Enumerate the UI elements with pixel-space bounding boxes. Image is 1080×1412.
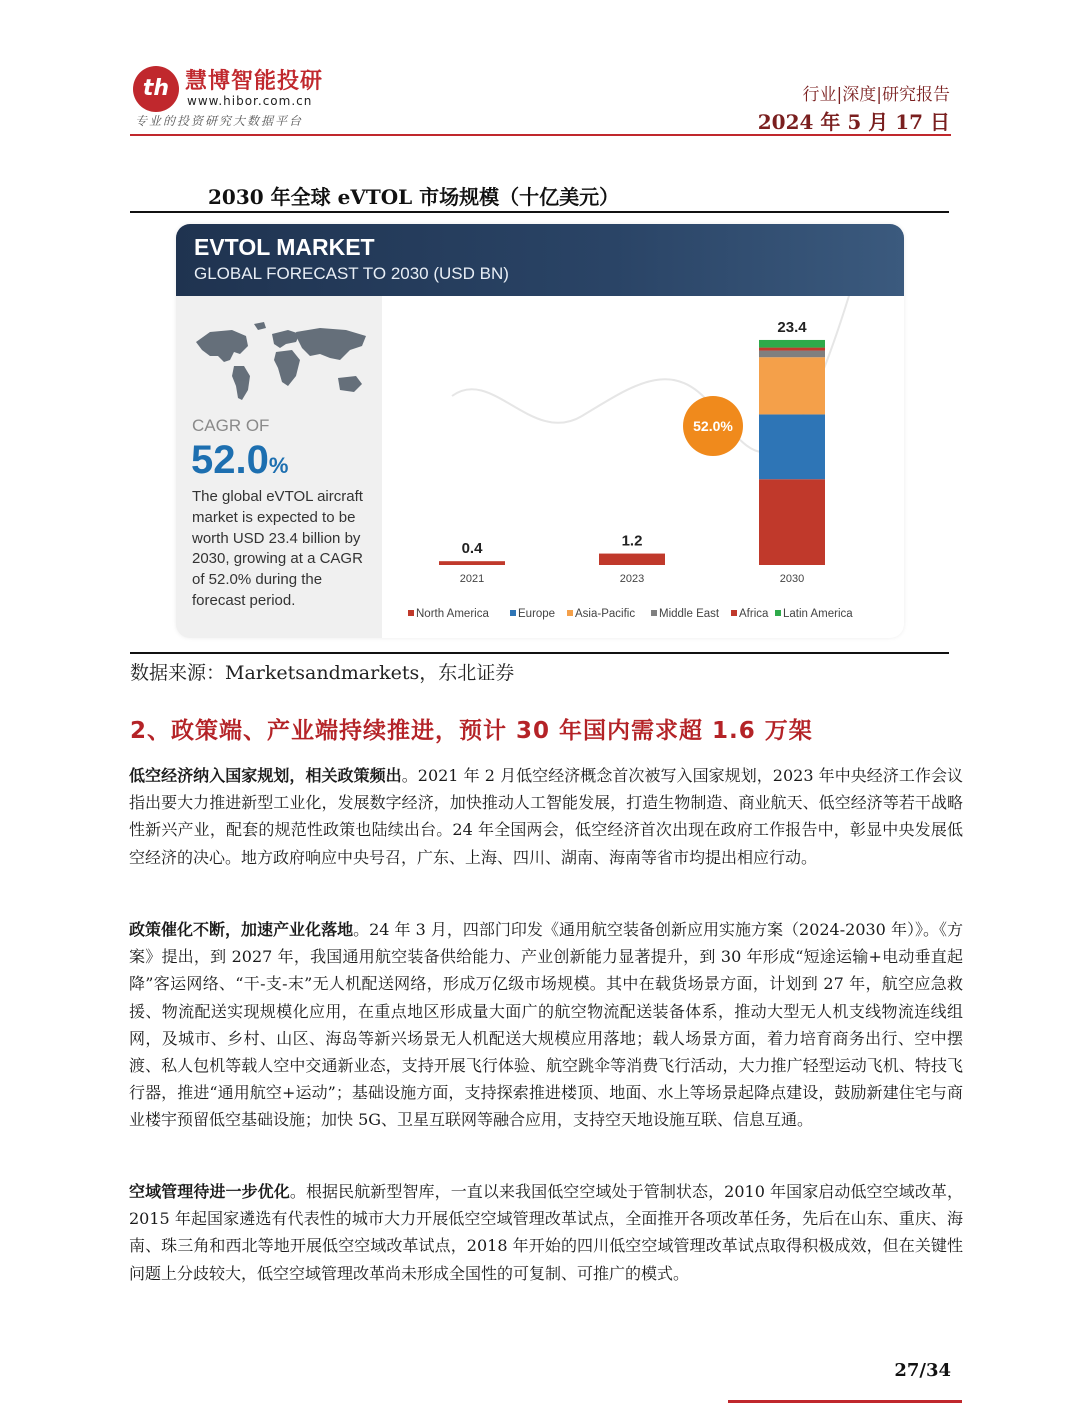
bar-total-label: 0.4 [461,540,483,558]
figure-top-rule [130,211,949,213]
cagr-unit: % [268,453,289,478]
figure-bottom-rule [130,652,949,654]
x-tick-label: 2021 [459,573,485,585]
paragraph-policy-catalysis [129,916,963,1134]
report-date: 2024 年 5 月 17 日 [757,110,950,134]
x-tick-label: 2030 [779,573,805,585]
paragraph-lead: 空域管理待进一步优化 [129,1182,290,1201]
header-divider [130,134,951,136]
bar-total-label: 1.2 [621,532,643,550]
legend-item: Middle East [659,608,720,620]
logo-badge: th [133,66,179,112]
report-type: 行业|深度|研究报告 [802,85,950,105]
paragraph-body: 。24 年 3 月，四部门印发《通用航空装备创新应用实施方案（2024-2030 年）》。《方案》提出，到 2027 年，我国通用航空装备供给能力、产业创新能力显著提升，到 30 年形成“短途运输+电动垂直起降”客运网络、“干-支-末”无人机配送网络，形成万亿级市场规模。其中在载货场景方面，计划到 27 年，航空应急救援、物流配送实现规模化应用，在重点地区形成量大面广的航空物流配送装备体系，推动大型无人机支线物流连线组网，及城市、乡村、山区、海岛等新兴场景无人机配送大规模应用落地；载人场景方面，着力培育商务出行、空中摆渡、私人包机等载人空中交通新业态，支持开展飞行体验、航空跳伞等消费飞行活动，大力推广轻型运动飞机、特技飞行器，推进“通用航空+运动”；基础设施方面，支持探索推进楼顶、地面、水上等场景起降点建设，鼓励新建住宅与商业楼宇预留低空基础设施；加快 5G、卫星互联网等融合应用，支持空天地设施互联、信息互通。 [129,920,963,1130]
paragraph-airspace-management [129,1178,963,1287]
legend-item: Latin America [783,608,853,620]
paragraph-body: 。根据民航新型智库，一直以来我国低空空域处于管制状态，2010 年国家启动低空空域改革，2015 年起国家遴选有代表性的城市大力开展低空空域管理改革试点，全面推开各项改革任务，先后在山东、重庆、海南、珠三角和西北等地开展低空空域改革试点，2018 年开始的四川低空空域管理改革试点取得积极成效，但在关键性问题上分歧较大，低空空域管理改革尚未形成全国性的可复制、可推广的模式。 [129,1182,963,1283]
page-number: 27/34 [894,1360,951,1381]
paragraph-lead: 政策催化不断，加速产业化落地 [129,920,354,939]
legend-swatch [567,610,573,616]
cagr-description: The global eVTOL aircraft market is expected to be worth USD 23.4 billion by 2030, growing at a CAGR of 52.0% during the forecast period. [192,488,363,609]
logo-url: www.hibor.com.cn [187,94,313,108]
cagr-bubble-label: 52.0% [693,418,733,434]
chart-banner-subtitle: GLOBAL FORECAST TO 2030 (USD BN) [194,264,509,283]
chart-banner [176,224,904,296]
bar-2030-latin-america [759,340,825,348]
bar-2030-middle-east [759,351,825,358]
logo-slogan: 专业的投资研究大数据平台 [135,114,304,128]
bar-total-label: 23.4 [777,318,807,336]
world-map-icon [190,320,376,404]
figure-title: 2030 年全球 eVTOL 市场规模（十亿美元） [208,185,620,209]
chart-card [176,224,904,638]
cagr-label: CAGR OF [192,416,270,435]
chart-banner-title: EVTOL MARKET [194,234,375,260]
legend-item: Africa [739,608,769,620]
evtol-stacked-bar-chart [382,296,904,638]
legend-item: North America [416,608,489,620]
legend-swatch [510,610,516,616]
legend-item: Europe [518,608,556,620]
legend-swatch [408,610,414,616]
footer-rule [728,1400,962,1403]
legend-swatch [775,610,781,616]
legend-swatch [651,610,657,616]
bar-2030-asia-pacific [759,357,825,414]
bar-2030-africa [759,348,825,351]
x-tick-label: 2023 [619,573,645,585]
figure-source: 数据来源：Marketsandmarkets，东北证券 [130,662,515,684]
legend-item: Asia-Pacific [575,608,636,620]
section-heading: 2、政策端、产业端持续推进，预计 30 年国内需求超 1.6 万架 [130,718,813,744]
company-logo [133,62,393,132]
bar-2030-europe [759,414,825,479]
bar-2021-north-america [439,561,505,565]
logo-name: 慧博智能投研 [185,69,324,94]
cagr-value [191,438,288,483]
paragraph-policy-planning [129,762,963,871]
paragraph-body: 。2021 年 2 月低空经济概念首次被写入国家规划，2023 年中央经济工作会议指出要大力推进新型工业化，发展数字经济，加快推动人工智能发展，打造生物制造、商业航天、低空经济等若干战略性新兴产业，配套的规范性政策也陆续出台。24 年全国两会，低空经济首次出现在政府工作报告中，彰显中央发展低空经济的决心。地方政府响应中央号召，广东、上海、四川、湖南、海南等省市均提出相应行动。 [129,766,963,867]
legend-swatch [731,610,737,616]
bar-2023-north-america [599,554,665,565]
paragraph-lead: 低空经济纳入国家规划，相关政策频出 [129,766,402,785]
cagr-number: 52.0 [191,438,269,482]
bar-2030-north-america [759,479,825,565]
